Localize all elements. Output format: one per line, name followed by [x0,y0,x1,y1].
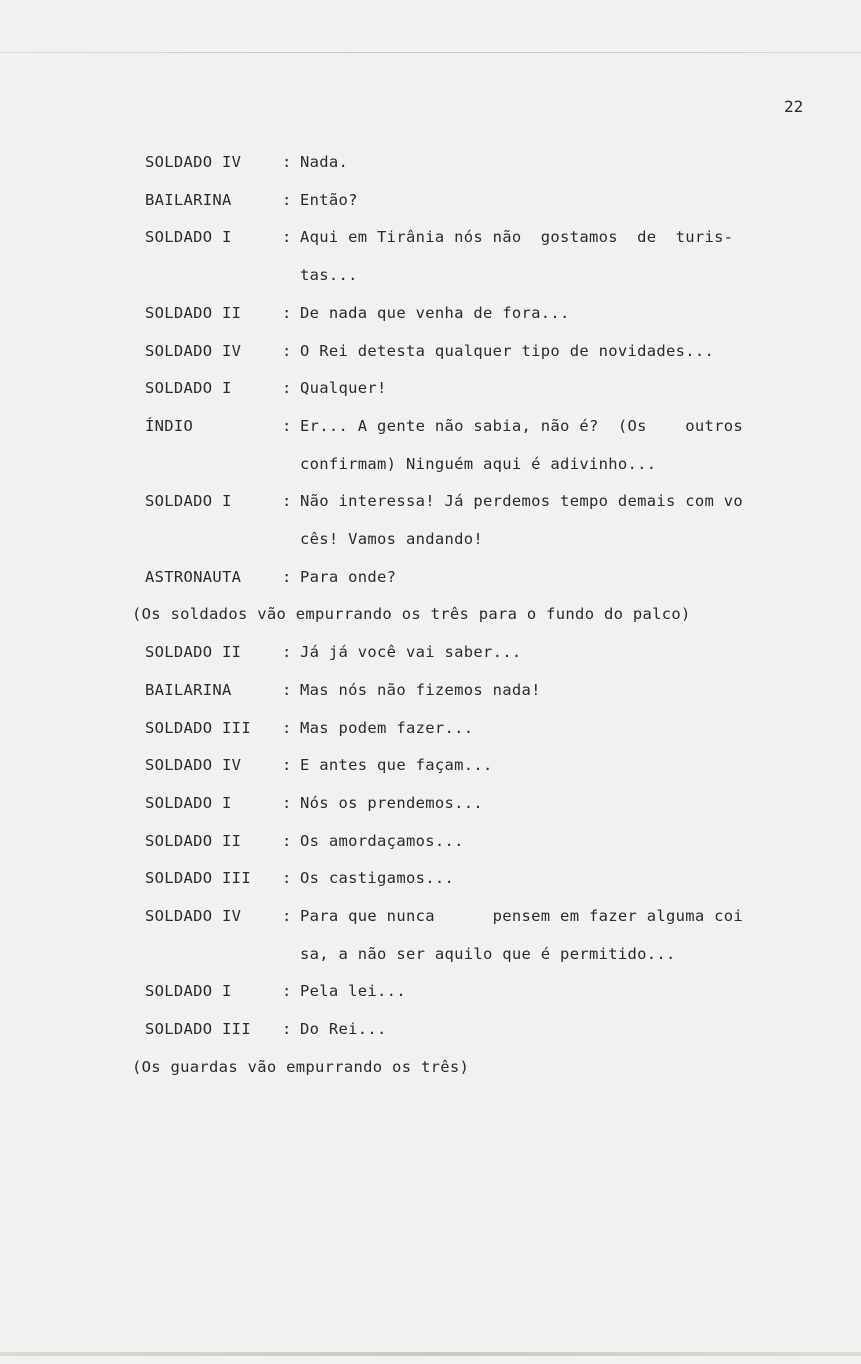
speaker-colon: : [282,228,292,247]
speaker-name: SOLDADO IV [145,907,242,925]
speaker-colon: : [282,869,292,888]
dialogue-text: Não interessa! Já perdemos tempo demais com vo [300,492,744,511]
speaker-colon: : [282,567,292,586]
top-edge-line [0,52,861,53]
dialogue-text: Nada. [300,153,349,171]
speaker-name: BAILARINA [145,680,232,699]
speaker-name: ASTRONAUTA [145,567,242,586]
speaker-colon: : [282,831,292,850]
dialogue-text: Aqui em Tirânia nós não gostamos de turis- [300,228,734,247]
speaker-name: SOLDADO I [145,793,232,812]
speaker-name: SOLDADO I [145,982,232,1001]
page-number: 22 [784,97,804,116]
speaker-colon: : [282,492,292,511]
dialogue-text: Qualquer! [300,379,387,398]
speaker-colon: : [282,341,292,360]
speaker-colon: : [282,756,292,775]
dialogue-text: Para que nunca pensem em fazer alguma coi [300,907,744,925]
dialogue-text: Mas podem fazer... [300,718,474,737]
speaker-name: SOLDADO IV [145,153,242,171]
speaker-name: SOLDADO I [145,228,232,247]
dialogue-text: Mas nós não fizemos nada! [300,680,541,699]
speaker-name: SOLDADO III [145,718,251,737]
speaker-name: ÍNDIO [145,416,194,435]
dialogue-text: Para onde? [300,567,397,586]
dialogue-text: O Rei detesta qualquer tipo de novidades... [300,341,715,360]
stage-direction: (Os guardas vão empurrando os três) [132,1057,470,1076]
bottom-edge-line [0,1352,861,1356]
speaker-colon: : [282,379,292,398]
dialogue-continuation: confirmam) Ninguém aqui é adivinho... [300,454,657,473]
dialogue-continuation: sa, a não ser aquilo que é permitido... [300,944,676,963]
speaker-name: SOLDADO IV [145,341,242,360]
stage-direction: (Os soldados vão empurrando os três para o fundo do palco) [132,605,691,624]
speaker-name: SOLDADO II [145,643,242,662]
dialogue-text: E antes que façam... [300,756,493,775]
speaker-colon: : [282,1020,292,1039]
dialogue-text: Então? [300,190,358,209]
dialogue-text: Pela lei... [300,982,406,1001]
speaker-colon: : [282,982,292,1001]
dialogue-text: Os castigamos... [300,869,455,888]
speaker-colon: : [282,153,292,171]
speaker-name: SOLDADO II [145,303,242,322]
dialogue-continuation: tas... [300,266,358,285]
speaker-colon: : [282,303,292,322]
speaker-name: BAILARINA [145,190,232,209]
dialogue-text: Nós os prendemos... [300,793,484,812]
speaker-name: SOLDADO II [145,831,242,850]
dialogue-text: Já já você vai saber... [300,643,522,662]
speaker-colon: : [282,190,292,209]
speaker-name: SOLDADO III [145,869,251,888]
dialogue-text: Er... A gente não sabia, não é? (Os outros [300,416,744,435]
speaker-colon: : [282,793,292,812]
dialogue-continuation: cês! Vamos andando! [300,530,484,548]
speaker-name: SOLDADO IV [145,756,242,775]
speaker-colon: : [282,718,292,737]
dialogue-text: De nada que venha de fora... [300,303,570,322]
speaker-colon: : [282,907,292,925]
speaker-name: SOLDADO I [145,492,232,511]
speaker-colon: : [282,680,292,699]
speaker-colon: : [282,643,292,662]
speaker-colon: : [282,416,292,435]
dialogue-text: Os amordaçamos... [300,831,464,850]
dialogue-text: Do Rei... [300,1020,387,1039]
speaker-name: SOLDADO I [145,379,232,398]
speaker-name: SOLDADO III [145,1020,251,1039]
